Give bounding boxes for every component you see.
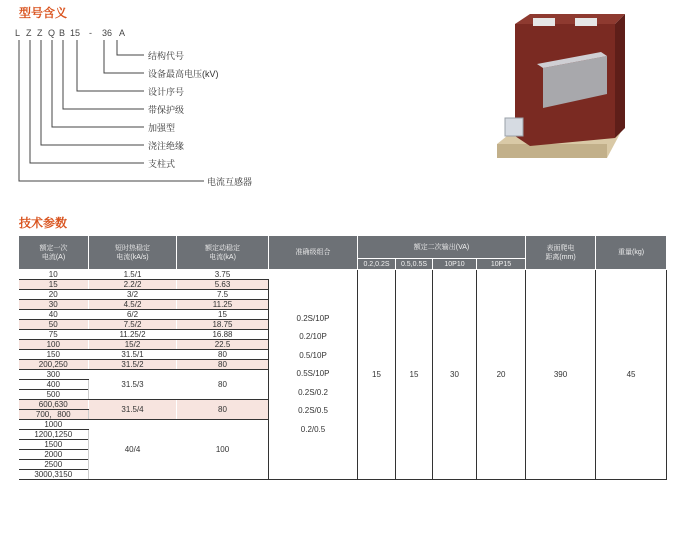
cell-dynamic: 15 <box>177 310 269 320</box>
cell-dynamic: 80 <box>177 360 269 370</box>
cell-current: 3000,3150 <box>19 470 89 480</box>
header-short-thermal: 短时热稳定 电流(kA/s) <box>89 236 177 270</box>
tech-params-title: 技术参数 <box>19 216 68 230</box>
code-char: 36 <box>102 28 113 38</box>
legend-cast-insulation: 浇注绝缘 <box>148 141 185 151</box>
cell-thermal: 40/4 <box>89 420 177 480</box>
code-char: L <box>15 28 21 38</box>
cell-current: 300 <box>19 370 89 380</box>
cell-thermal: 3/2 <box>89 290 177 300</box>
code-char: 15 <box>70 28 81 38</box>
cell-dynamic: 11.25 <box>177 300 269 310</box>
cell-weight: 45 <box>596 270 667 480</box>
transformer-photo <box>495 6 630 166</box>
cell-thermal: 1.5/1 <box>89 270 177 280</box>
cell-creepage: 390 <box>526 270 596 480</box>
accuracy-item: 0.2S/0.2 <box>298 387 328 397</box>
code-char: Q <box>48 28 56 38</box>
cell-current: 50 <box>19 320 89 330</box>
cell-output-02: 15 <box>358 270 396 480</box>
cell-dynamic: 100 <box>177 420 269 480</box>
legend-structure-code: 结构代号 <box>148 51 185 61</box>
header-creepage: 表面爬电 距离(mm) <box>526 236 596 270</box>
cell-dynamic: 7.5 <box>177 290 269 300</box>
legend-protection-class: 带保护级 <box>148 105 185 115</box>
code-char: Z <box>26 28 32 38</box>
model-meaning-title: 型号含义 <box>19 6 68 20</box>
header-weight: 重量(kg) <box>596 236 667 270</box>
cell-current: 15 <box>19 280 89 290</box>
cell-current: 600,630 <box>19 400 89 410</box>
accuracy-item: 0.5/10P <box>299 350 327 360</box>
cell-current: 1200,1250 <box>19 430 89 440</box>
spec-table <box>18 235 667 480</box>
cell-thermal: 15/2 <box>89 340 177 350</box>
cell-output-10p15: 20 <box>477 270 526 480</box>
cell-current: 30 <box>19 300 89 310</box>
cell-thermal: 31.5/2 <box>89 360 177 370</box>
cell-dynamic: 80 <box>177 350 269 360</box>
code-char: B <box>59 28 66 38</box>
table-row <box>19 270 667 280</box>
cell-current: 500 <box>19 390 89 400</box>
header-sub-05: 0.5,0.5S <box>396 259 433 270</box>
cell-accuracy <box>269 270 358 480</box>
cell-dynamic: 22.5 <box>177 340 269 350</box>
cell-current: 20 <box>19 290 89 300</box>
cell-output-10p10: 30 <box>433 270 477 480</box>
cell-current: 700，800 <box>19 410 89 420</box>
code-char: - <box>89 28 92 38</box>
header-sub-02: 0.2,0.2S <box>358 259 396 270</box>
legend-max-voltage: 设备最高电压(kV) <box>148 69 219 79</box>
cell-dynamic: 16.88 <box>177 330 269 340</box>
header-sub-10p10: 10P10 <box>433 259 477 270</box>
accuracy-item: 0.5S/10P <box>296 369 330 379</box>
legend-design-serial: 设计序号 <box>148 87 185 97</box>
cell-current: 75 <box>19 330 89 340</box>
cell-thermal: 6/2 <box>89 310 177 320</box>
cell-dynamic: 80 <box>177 370 269 400</box>
legend-current-transformer: 电流互感器 <box>207 177 253 187</box>
cell-thermal: 31.5/1 <box>89 350 177 360</box>
cell-current: 200,250 <box>19 360 89 370</box>
cell-dynamic: 80 <box>177 400 269 420</box>
header-accuracy: 准确级组合 <box>269 236 358 270</box>
header-secondary-output: 额定二次输出(VA) <box>358 236 526 259</box>
cell-thermal: 2.2/2 <box>89 280 177 290</box>
cell-current: 150 <box>19 350 89 360</box>
accuracy-item: 0.2/10P <box>299 332 327 342</box>
code-char: A <box>119 28 126 38</box>
cell-current: 2500 <box>19 460 89 470</box>
accuracy-item: 0.2S/0.5 <box>298 406 328 416</box>
cell-current: 40 <box>19 310 89 320</box>
cell-output-05: 15 <box>396 270 433 480</box>
cell-thermal: 31.5/3 <box>89 370 177 400</box>
code-char: Z <box>37 28 43 38</box>
cell-current: 1000 <box>19 420 89 430</box>
header-dynamic: 额定动稳定 电流(kA) <box>177 236 269 270</box>
cell-thermal: 7.5/2 <box>89 320 177 330</box>
cell-dynamic: 3.75 <box>177 270 269 280</box>
legend-pillar-type: 支柱式 <box>148 159 176 169</box>
header-sub-10p15: 10P15 <box>477 259 526 270</box>
cell-current: 400 <box>19 380 89 390</box>
cell-dynamic: 18.75 <box>177 320 269 330</box>
cell-current: 1500 <box>19 440 89 450</box>
cell-current: 2000 <box>19 450 89 460</box>
cell-current: 100 <box>19 340 89 350</box>
accuracy-item: 0.2/0.5 <box>300 424 326 434</box>
cell-thermal: 4.5/2 <box>89 300 177 310</box>
header-rated-primary: 额定一次 电流(A) <box>19 236 89 270</box>
cell-thermal: 11.25/2 <box>89 330 177 340</box>
legend-reinforced: 加强型 <box>148 123 176 133</box>
accuracy-item: 0.2S/10P <box>296 314 330 324</box>
cell-thermal: 31.5/4 <box>89 400 177 420</box>
cell-current: 10 <box>19 270 89 280</box>
cell-dynamic: 5.63 <box>177 280 269 290</box>
